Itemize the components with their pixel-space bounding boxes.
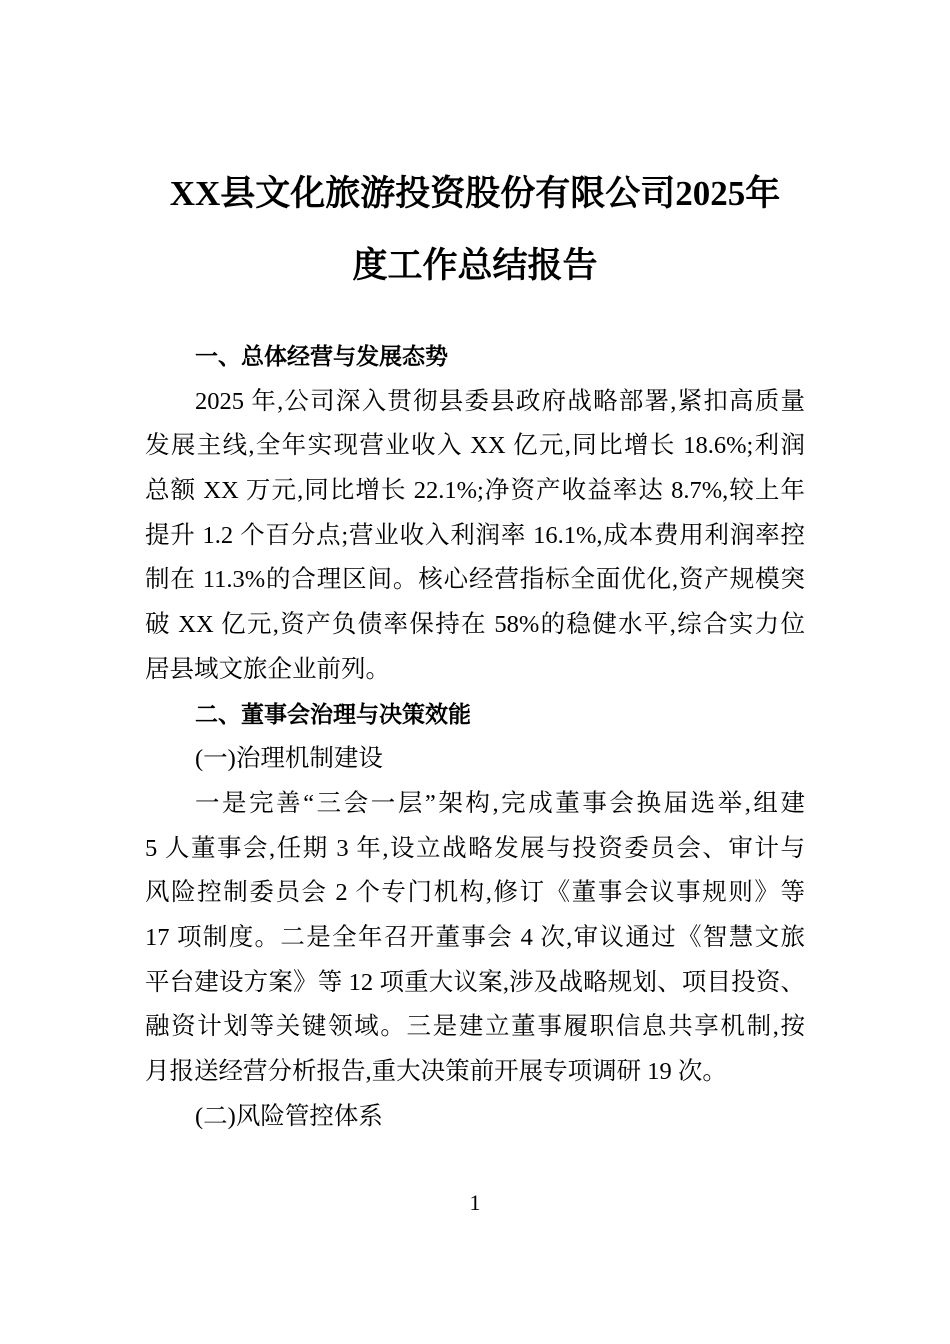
paragraph-line: 风险控制委员会 2 个专门机构,修订《董事会议事规则》等 (145, 879, 805, 907)
paragraph-line: 发展主线,全年实现营业收入 XX 亿元,同比增长 18.6%;利润 (145, 432, 805, 460)
paragraph-line: 居县域文旅企业前列。 (145, 655, 390, 683)
paragraph-line: 制在 11.3%的合理区间。核心经营指标全面优化,资产规模突 (145, 566, 805, 594)
section-heading: 二、董事会治理与决策效能 (195, 701, 471, 728)
subsection-heading: (一)治理机制建设 (195, 745, 383, 773)
paragraph-line: 平台建设方案》等 12 项重大议案,涉及战略规划、项目投资、 (145, 968, 805, 996)
document-title-line1: XX县文化旅游投资股份有限公司2025年 (169, 174, 781, 213)
section-heading: 一、总体经营与发展态势 (195, 344, 448, 370)
document-title-line2: 度工作总结报告 (352, 246, 598, 285)
paragraph-line: 5 人董事会,任期 3 年,设立战略发展与投资委员会、审计与 (145, 834, 805, 862)
paragraph-line: 破 XX 亿元,资产负债率保持在 58%的稳健水平,综合实力位 (145, 611, 805, 639)
page-number: 1 (469, 1190, 481, 1215)
paragraph-line: 月报送经营分析报告,重大决策前开展专项调研 19 次。 (145, 1058, 727, 1085)
paragraph-line: 17 项制度。二是全年召开董事会 4 次,审议通过《智慧文旅 (145, 923, 805, 951)
paragraph-line: 提升 1.2 个百分点;营业收入利润率 16.1%,成本费用利润率控 (145, 521, 805, 549)
paragraph-line: 2025 年,公司深入贯彻县委县政府战略部署,紧扣高质量 (195, 387, 805, 415)
paragraph-line: 总额 XX 万元,同比增长 22.1%;净资产收益率达 8.7%,较上年 (145, 477, 805, 505)
subsection-heading: (二)风险管控体系 (195, 1102, 383, 1130)
paragraph-line: 一是完善“三会一层”架构,完成董事会换届选举,组建 (195, 789, 805, 817)
section-1 (145, 335, 805, 1139)
paragraph-line: 融资计划等关键领域。三是建立董事履职信息共享机制,按 (145, 1013, 805, 1041)
